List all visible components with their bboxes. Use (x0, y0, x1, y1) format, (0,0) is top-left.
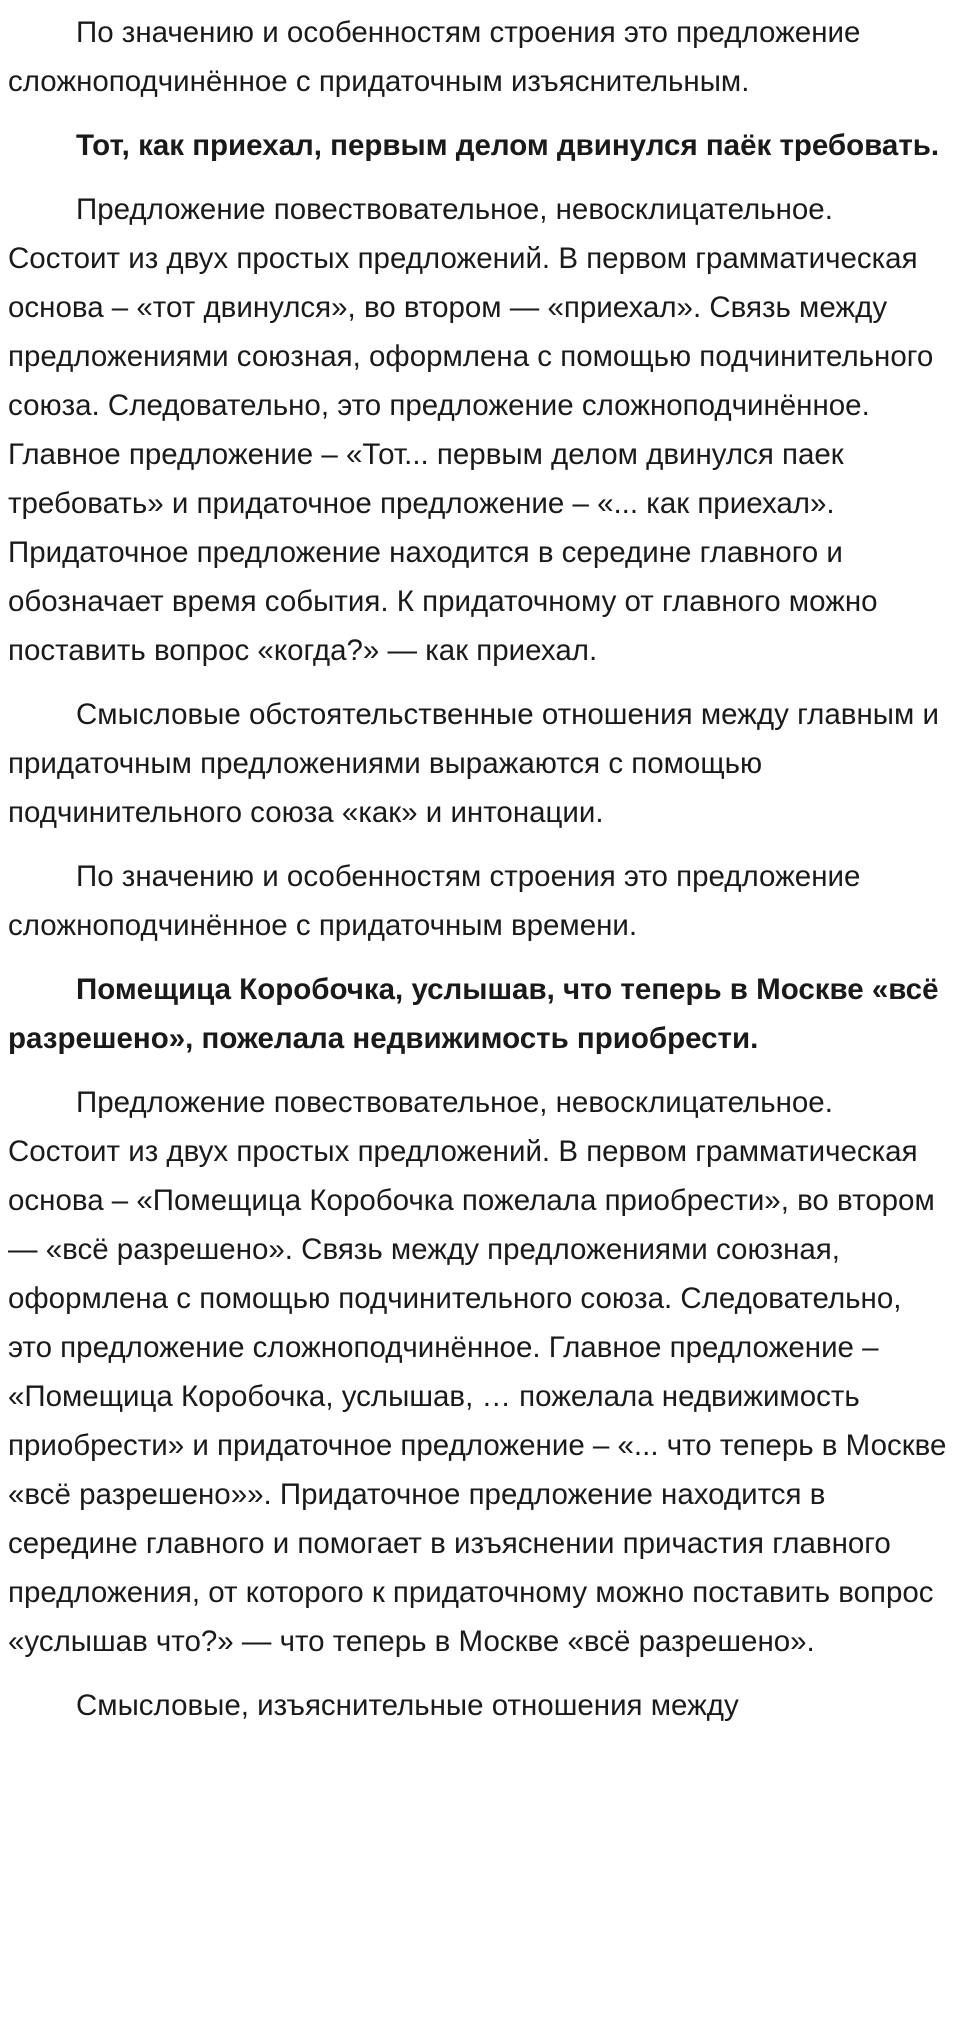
paragraph-relations-1: Смысловые обстоятельственные отношения между главным и придаточным предложениями выражаются с помощью подчинительного союза «как» и интонации. (8, 698, 939, 829)
paragraph-conclusion-1: По значению и особенностям строения это предложение сложноподчинённое с придаточным изъяснительным. (8, 16, 861, 98)
paragraph-relations-2: Смысловые, изъяснительные отношения между (76, 1689, 739, 1722)
example-sentence-2: Помещица Коробочка, услышав, что теперь в Москве «всё разрешено», пожелала недвижимость приобрести. (8, 973, 939, 1055)
paragraph-analysis-1: Предложение повествовательное, невосклицательное. Состоит из двух простых предложений. В первом грамматическая основа – «тот двинулся», во втором — «приехал». Связь между предложениями союзная, оформлена с помощью подчинительного союза. Следовательно, это предложение сложноподчинённое. Главное предложение – «Тот... первым делом двинулся паек требовать» и придаточное предложение – «... как приехал». Придаточное предложение находится в середине главного и обозначает время события. К придаточному от главного можно поставить вопрос «когда?» — как приехал. (8, 193, 934, 667)
paragraph-analysis-2: Предложение повествовательное, невосклицательное. Состоит из двух простых предложений. В первом грамматическая основа – «Помещица Коробочка пожелала приобрести», во втором — «всё разрешено». Связь между предложениями союзная, оформлена с помощью подчинительного союза. Следовательно, это предложение сложноподчинённое. Главное предложение – «Помещица Коробочка, услышав, … пожелала недвижимость приобрести» и придаточное предложение – «... что теперь в Москве «всё разрешено»». Придаточное предложение находится в середине главного и помогает в изъяснении причастия главного предложения, от которого к придаточному можно поставить вопрос «услышав что?» — что теперь в Москве «всё разрешено». (8, 1086, 947, 1658)
paragraph-conclusion-2: По значению и особенностям строения это предложение сложноподчинённое с придаточным времени. (8, 860, 861, 942)
example-sentence-1: Тот, как приехал, первым делом двинулся паёк требовать. (76, 129, 940, 162)
